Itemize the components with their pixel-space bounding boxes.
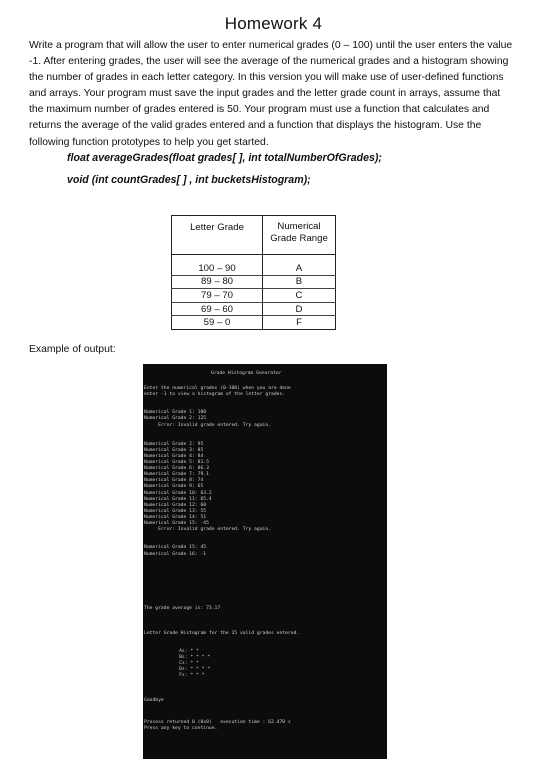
console-line: Numerical Grade 4: 84 <box>144 454 204 459</box>
table-cell: 79 – 70 <box>172 289 263 303</box>
table-spacer <box>172 255 336 263</box>
console-line: Numerical Grade 10: 63.2 <box>144 491 212 496</box>
console-output <box>143 364 387 759</box>
table-cell: C <box>263 289 336 303</box>
console-line: Numerical Grade 9: 65 <box>144 484 204 489</box>
table-cell: 69 – 60 <box>172 302 263 316</box>
table-cell: 59 – 0 <box>172 316 263 330</box>
table-row <box>172 275 336 289</box>
console-line: Numerical Grade 6: 86.3 <box>144 466 209 471</box>
table-cell: F <box>263 316 336 330</box>
console-line: Numerical Grade 12: 60 <box>144 503 207 508</box>
prototype-average: float averageGrades(float grades[ ], int totalNumberOfGrades); <box>67 152 382 164</box>
grade-table <box>171 215 336 330</box>
console-line: Process returned 0 (0x0) execution time : 62.470 s <box>144 720 291 725</box>
histogram-row: As: * * <box>165 649 199 654</box>
prototype-histogram: void (int countGrades[ ] , int bucketsHistogram); <box>67 174 311 186</box>
console-line: Numerical Grade 2: 95 <box>144 442 204 447</box>
table-header-row <box>172 216 336 255</box>
console-line: Numerical Grade 15: -45 <box>144 521 209 526</box>
console-line: Numerical Grade 1: 100 <box>144 410 207 415</box>
page-title: Homework 4 <box>224 14 323 33</box>
table-row <box>172 302 336 316</box>
console-line: Numerical Grade 11: 65.4 <box>144 497 212 502</box>
table-row <box>172 316 336 330</box>
table-row <box>172 289 336 303</box>
histogram-row: Bs: * * * * <box>165 655 211 660</box>
console-line: Numerical Grade 5: 81.5 <box>144 460 209 465</box>
console-line: Numerical Grade 13: 55 <box>144 509 207 514</box>
console-line: Error: Invalid grade entered. Try again. <box>144 527 271 532</box>
example-label: Example of output: <box>29 344 116 355</box>
assignment-description: Write a program that will allow the user to enter numerical grades (0 – 100) until the user enters the value -1. After entering grades, the user will see the average of the numerical grades and a histogram showing the number of grades in each letter category. In this version you will make use of user-defined functions and arrays. Your program must save the input grades and the letter grade count in arrays, assume that the maximum number of grades entered is 50. Your program must use a function that calculates and returns the average of the valid grades entered and a function that displays the histogram. Use the following function prototypes to help you get started. <box>29 40 513 148</box>
histogram-row: Fs: * * * <box>165 673 205 678</box>
console-line: enter -1 to view a histogram of the letter grades. <box>144 392 286 397</box>
console-average: The grade average is: 73.17 <box>144 606 221 611</box>
console-line: Numerical Grade 14: 51 <box>144 515 207 520</box>
console-line: Error: Invalid grade entered. Try again. <box>144 423 271 428</box>
table-cell: B <box>263 275 336 289</box>
console-hist-title: Letter Grade Histogram for the 15 valid grades entered. <box>144 631 300 636</box>
table-cell: 100 – 90 <box>172 262 263 275</box>
console-line: Enter the numerical grades (0-100) when you are done <box>144 386 291 391</box>
console-line: Numerical Grade 3: 85 <box>144 448 204 453</box>
table-header-letter: Letter Grade <box>172 216 263 255</box>
console-line: Numerical Grade 2: 125 <box>144 416 207 421</box>
console-goodbye: Goodbye <box>144 698 164 703</box>
console-line: Numerical Grade 15: 45 <box>144 545 207 550</box>
console-line: Numerical Grade 16: -1 <box>144 552 207 557</box>
table-row <box>172 262 336 275</box>
table-cell: 89 – 80 <box>172 275 263 289</box>
table-cell: D <box>263 302 336 316</box>
console-heading: Grade Histogram Generator <box>211 371 282 376</box>
console-line: Press any key to continue. <box>144 726 218 731</box>
console-line: Numerical Grade 7: 79.1 <box>144 472 209 477</box>
table-cell: A <box>263 262 336 275</box>
histogram-row: Cs: * * <box>165 661 199 666</box>
histogram-row: Ds: * * * * <box>165 667 211 672</box>
console-line: Numerical Grade 8: 74 <box>144 478 204 483</box>
table-header-range: Numerical Grade Range <box>263 216 336 255</box>
